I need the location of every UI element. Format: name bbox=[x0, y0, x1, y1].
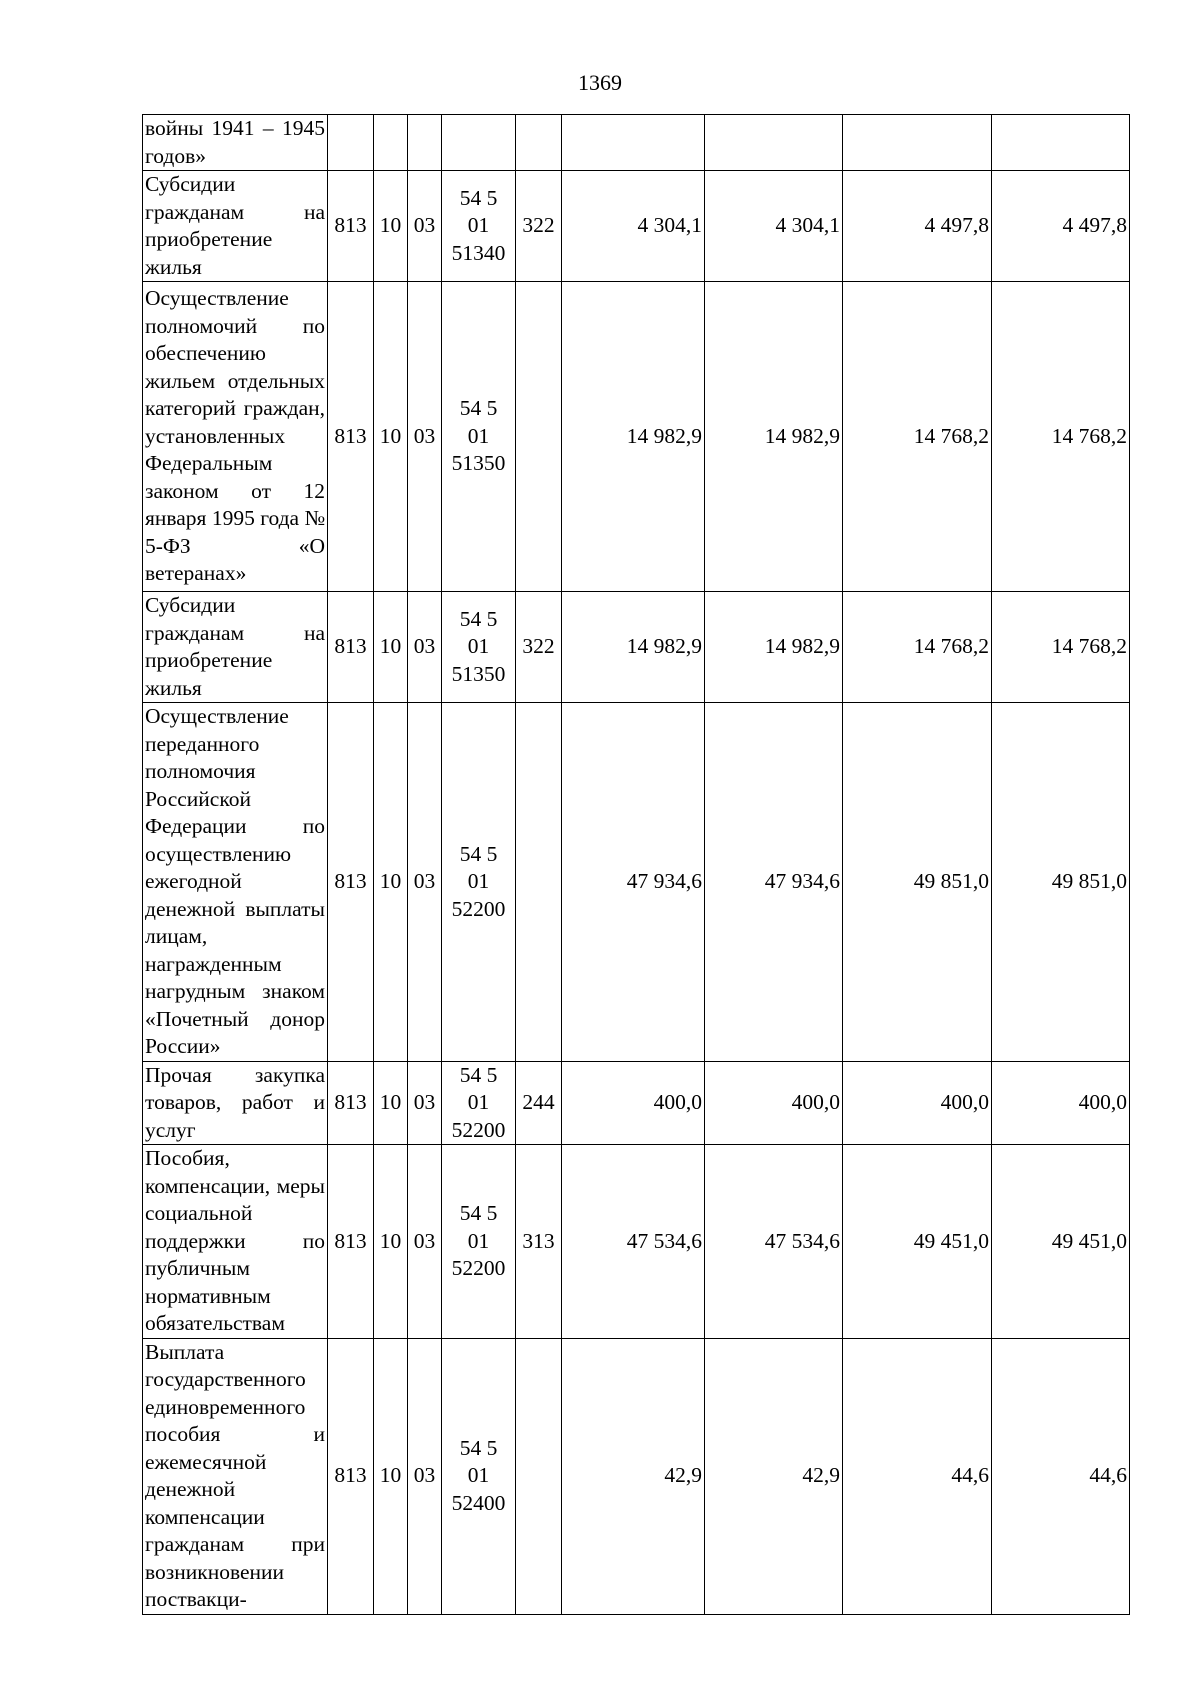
section-code: 10 bbox=[374, 171, 408, 282]
budget-table bbox=[142, 114, 1130, 1615]
amount-4: 49 851,0 bbox=[992, 703, 1130, 1062]
table-row bbox=[143, 703, 1130, 1062]
target-article-part: 54 5 bbox=[459, 185, 498, 210]
subsection-code: 03 bbox=[408, 703, 442, 1062]
amount-2: 14 982,9 bbox=[705, 282, 843, 592]
row-name: Выплата государственного единовременного пособия и ежемесячной денежной компенсации гражданам при возникновении поствакци- bbox=[143, 1338, 328, 1614]
target-article-part: 52200 bbox=[451, 1117, 506, 1142]
amount-3: 49 851,0 bbox=[843, 703, 992, 1062]
expense-type-code bbox=[516, 703, 562, 1062]
section-code bbox=[374, 115, 408, 171]
amount-3: 4 497,8 bbox=[843, 171, 992, 282]
subsection-code: 03 bbox=[408, 171, 442, 282]
table-row bbox=[143, 1338, 1130, 1614]
amount-3: 49 451,0 bbox=[843, 1145, 992, 1339]
row-name: войны 1941 – 1945 годов» bbox=[143, 115, 328, 171]
target-article-code bbox=[442, 1061, 516, 1145]
amount-3: 14 768,2 bbox=[843, 282, 992, 592]
amount-3: 14 768,2 bbox=[843, 592, 992, 703]
target-article-part: 52200 bbox=[451, 896, 506, 921]
amount-1: 4 304,1 bbox=[562, 171, 705, 282]
amount-4: 4 497,8 bbox=[992, 171, 1130, 282]
subsection-code: 03 bbox=[408, 1145, 442, 1339]
section-code: 10 bbox=[374, 592, 408, 703]
row-name: Субсидии гражданам на приобретение жилья bbox=[143, 592, 328, 703]
row-name: Пособия, компенсации, меры социальной поддержки по публичным нормативным обязательствам bbox=[143, 1145, 328, 1339]
amount-4: 49 451,0 bbox=[992, 1145, 1130, 1339]
expense-type-code bbox=[516, 1338, 562, 1614]
expense-type-code: 322 bbox=[516, 171, 562, 282]
amount-1: 14 982,9 bbox=[562, 282, 705, 592]
section-code: 10 bbox=[374, 703, 408, 1062]
target-article-part: 51350 bbox=[451, 661, 506, 686]
target-article-code bbox=[442, 171, 516, 282]
target-article-part: 54 5 bbox=[459, 396, 498, 421]
target-article-part: 01 bbox=[467, 869, 490, 893]
target-article-part: 54 5 bbox=[459, 841, 498, 866]
ved-code: 813 bbox=[328, 703, 374, 1062]
row-name: Субсидии гражданам на приобретение жилья bbox=[143, 171, 328, 282]
target-article-part: 54 5 bbox=[459, 1435, 498, 1460]
amount-4: 400,0 bbox=[992, 1061, 1130, 1145]
section-code: 10 bbox=[374, 282, 408, 592]
target-article-part: 01 bbox=[467, 1228, 490, 1253]
target-article-part: 52200 bbox=[451, 1256, 506, 1280]
subsection-code: 03 bbox=[408, 1061, 442, 1145]
ved-code: 813 bbox=[328, 1145, 374, 1339]
expense-type-code: 244 bbox=[516, 1061, 562, 1145]
expense-type-code bbox=[516, 115, 562, 171]
amount-4: 14 768,2 bbox=[992, 592, 1130, 703]
amount-1 bbox=[562, 115, 705, 171]
subsection-code: 03 bbox=[408, 592, 442, 703]
target-article-part: 54 5 bbox=[459, 606, 498, 631]
target-article-part: 01 bbox=[467, 423, 490, 448]
amount-3: 400,0 bbox=[843, 1061, 992, 1145]
amount-2: 42,9 bbox=[705, 1338, 843, 1614]
row-name: Осуществление переданного полномочия Российской Федерации по осуществлению ежегодной денежной выплаты лицам, награжденным нагрудным знаком «Почетный донор России» bbox=[143, 703, 328, 1062]
subsection-code: 03 bbox=[408, 1338, 442, 1614]
amount-2: 4 304,1 bbox=[705, 171, 843, 282]
row-name: Прочая закупка товаров, работ и услуг bbox=[143, 1061, 328, 1145]
amount-2: 400,0 bbox=[705, 1061, 843, 1145]
subsection-code: 03 bbox=[408, 282, 442, 592]
table-row bbox=[143, 1061, 1130, 1145]
target-article-code bbox=[442, 703, 516, 1062]
target-article-code bbox=[442, 115, 516, 171]
ved-code: 813 bbox=[328, 171, 374, 282]
amount-1: 47 534,6 bbox=[562, 1145, 705, 1339]
subsection-code bbox=[408, 115, 442, 171]
target-article-part: 52400 bbox=[451, 1490, 506, 1515]
target-article-part: 54 5 bbox=[459, 1062, 498, 1087]
table-row bbox=[143, 282, 1130, 592]
target-article-part: 01 bbox=[467, 1463, 490, 1488]
section-code: 10 bbox=[374, 1061, 408, 1145]
section-code: 10 bbox=[374, 1338, 408, 1614]
target-article-part: 51350 bbox=[451, 451, 506, 476]
ved-code: 813 bbox=[328, 1338, 374, 1614]
amount-1: 47 934,6 bbox=[562, 703, 705, 1062]
target-article-part: 01 bbox=[467, 634, 490, 659]
target-article-part: 01 bbox=[467, 213, 490, 238]
ved-code: 813 bbox=[328, 1061, 374, 1145]
ved-code: 813 bbox=[328, 592, 374, 703]
table-row bbox=[143, 592, 1130, 703]
table-row bbox=[143, 1145, 1130, 1339]
section-code: 10 bbox=[374, 1145, 408, 1339]
target-article-part: 01 bbox=[467, 1090, 490, 1114]
expense-type-code: 322 bbox=[516, 592, 562, 703]
amount-2: 47 534,6 bbox=[705, 1145, 843, 1339]
amount-4: 44,6 bbox=[992, 1338, 1130, 1614]
amount-1: 14 982,9 bbox=[562, 592, 705, 703]
table-row bbox=[143, 171, 1130, 282]
ved-code bbox=[328, 115, 374, 171]
amount-4 bbox=[992, 115, 1130, 171]
target-article-part: 51340 bbox=[451, 240, 506, 265]
amount-2: 47 934,6 bbox=[705, 703, 843, 1062]
amount-1: 400,0 bbox=[562, 1061, 705, 1145]
expense-type-code bbox=[516, 282, 562, 592]
target-article-code bbox=[442, 1145, 516, 1339]
amount-3: 44,6 bbox=[843, 1338, 992, 1614]
expense-type-code: 313 bbox=[516, 1145, 562, 1339]
amount-4: 14 768,2 bbox=[992, 282, 1130, 592]
amount-1: 42,9 bbox=[562, 1338, 705, 1614]
table-row bbox=[143, 115, 1130, 171]
row-name: Осуществление полномочий по обеспечению жильем отдельных категорий граждан, установленных Федеральным законом от 12 января 1995 года № 5-ФЗ «О ветеранах» bbox=[143, 282, 328, 592]
amount-3 bbox=[843, 115, 992, 171]
target-article-part: 54 5 bbox=[459, 1201, 498, 1225]
page-number: 1369 bbox=[578, 70, 622, 95]
amount-2 bbox=[705, 115, 843, 171]
target-article-code bbox=[442, 282, 516, 592]
target-article-code bbox=[442, 592, 516, 703]
target-article-code bbox=[442, 1338, 516, 1614]
ved-code: 813 bbox=[328, 282, 374, 592]
amount-2: 14 982,9 bbox=[705, 592, 843, 703]
